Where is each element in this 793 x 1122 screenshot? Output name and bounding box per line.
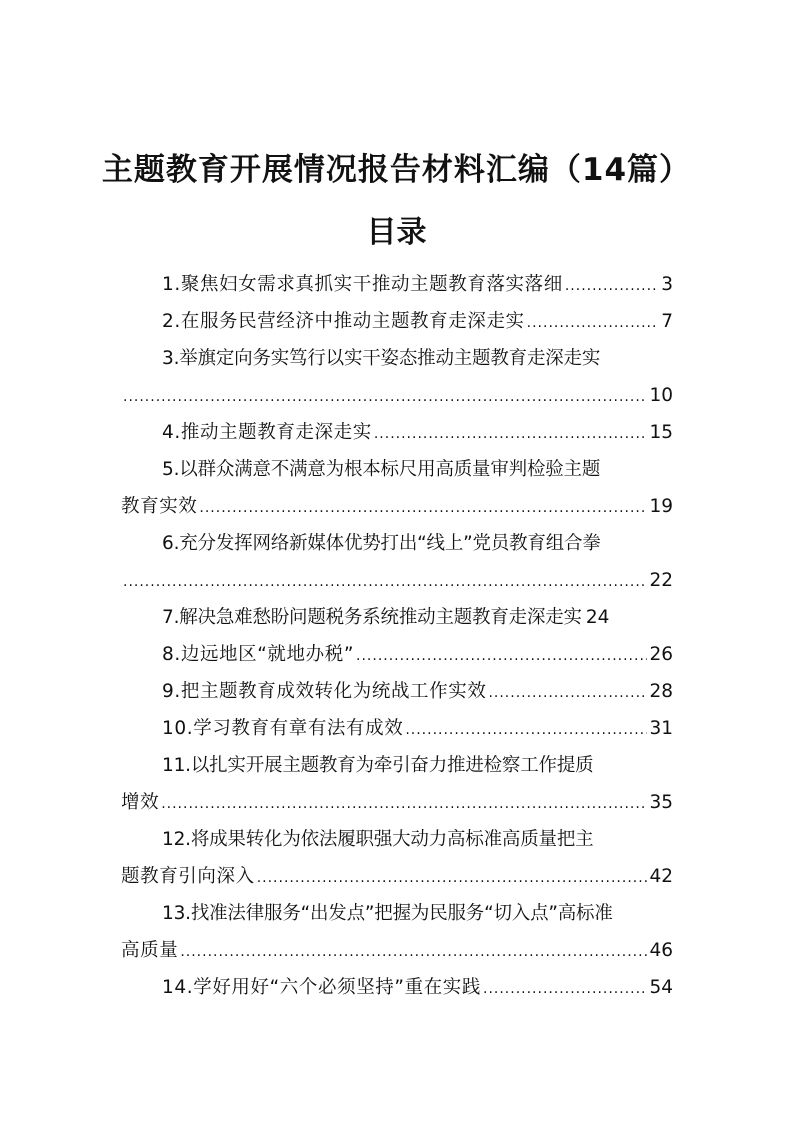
toc-entry-title-line1: 13.找准法律服务“出发点”把握为民服务“切入点”高标准 (162, 903, 613, 924)
toc-entry-title: 8.边远地区“就地办税” (162, 644, 355, 665)
toc-entry-6[interactable] (121, 525, 673, 562)
toc-entry-title: 1.聚焦妇女需求真抓实干推动主题教育落实落细 (162, 274, 563, 295)
toc-entry-2[interactable] (121, 303, 673, 340)
toc-entry-title-line1: 5.以群众满意不满意为根本标尺用高质量审判检验主题 (162, 459, 601, 480)
dot-leader (565, 268, 659, 303)
toc-entry-title: 6.充分发挥网络新媒体优势打出“线上”党员教育组合拳 (162, 533, 601, 554)
dot-leader (356, 638, 647, 673)
toc-entry-5-cont[interactable] (121, 488, 673, 525)
dot-leader (180, 934, 647, 969)
toc-entry-5[interactable] (121, 451, 673, 488)
toc-entry-3[interactable] (121, 340, 673, 377)
toc-entry-title: 4.推动主题教育走深走实 (162, 422, 372, 443)
toc-entry-page: 54 (649, 977, 673, 998)
toc-entry-page: 10 (649, 385, 673, 406)
dot-leader (405, 712, 647, 747)
toc-entry-13-cont[interactable] (121, 932, 673, 969)
toc-entry-title: 14.学好用好“六个必须坚持”重在实践 (162, 977, 481, 998)
toc-entry-page: 28 (649, 681, 673, 702)
toc-entry-8[interactable] (121, 636, 673, 673)
toc-entry-title-line1: 11.以扎实开展主题教育为牵引奋力推进检察工作提质 (162, 755, 594, 776)
toc-entry-14[interactable] (121, 969, 673, 1006)
toc-entry-4[interactable] (121, 414, 673, 451)
dot-leader (161, 786, 647, 821)
toc-entry-7[interactable] (121, 599, 673, 636)
toc-entry-11-cont[interactable] (121, 784, 673, 821)
toc-entry-title-line2: 教育实效 (121, 496, 198, 517)
dot-leader (488, 675, 647, 710)
toc-entry-3-leader[interactable] (121, 377, 673, 414)
toc-entry-6-leader[interactable] (121, 562, 673, 599)
toc-entry-title: 7.解决急难愁盼问题税务系统推动主题教育走深走实 (162, 607, 582, 628)
toc-entry-page: 42 (649, 866, 673, 887)
toc-entry-page: 46 (649, 940, 673, 961)
toc-entry-page: 31 (649, 718, 673, 739)
toc-entry-page: 24 (585, 607, 610, 628)
dot-leader (123, 379, 647, 414)
toc-entry-page: 7 (661, 311, 673, 332)
toc-entry-page: 35 (649, 792, 673, 813)
toc-entry-12[interactable] (121, 821, 673, 858)
toc-entry-title-line2: 增效 (121, 792, 160, 813)
toc-entry-13[interactable] (121, 895, 673, 932)
toc-entry-page: 22 (649, 570, 673, 591)
toc-entry-title-line2: 高质量 (121, 940, 179, 961)
dot-leader (199, 490, 647, 525)
dot-leader (374, 416, 648, 451)
toc-entry-title: 9.把主题教育成效转化为统战工作实效 (162, 681, 487, 702)
toc-entry-12-cont[interactable] (121, 858, 673, 895)
dot-leader (123, 564, 647, 599)
toc-entry-page: 19 (649, 496, 673, 517)
toc-entry-title: 2.在服务民营经济中推动主题教育走深走实 (162, 311, 525, 332)
toc-heading: 目录 (366, 215, 427, 250)
document-title: 主题教育开展情况报告材料汇编（14篇） (101, 152, 692, 188)
toc-entry-title-line1: 12.将成果转化为依法履职强大动力高标准高质量把主 (162, 829, 594, 850)
toc-entry-1[interactable] (121, 266, 673, 303)
toc-entry-title-line2: 题教育引向深入 (121, 866, 255, 887)
toc-entry-11[interactable] (121, 747, 673, 784)
toc-entry-page: 15 (649, 422, 673, 443)
toc-entry-10[interactable] (121, 710, 673, 747)
dot-leader (527, 305, 660, 340)
toc-entry-title: 10.学习教育有章有法有成效 (162, 718, 404, 739)
dot-leader (483, 971, 647, 1006)
toc-entry-9[interactable] (121, 673, 673, 710)
toc-entry-page: 3 (661, 274, 673, 295)
toc-entry-title: 3.举旗定向务实笃行以实干姿态推动主题教育走深走实 (162, 348, 601, 369)
table-of-contents (121, 266, 673, 1006)
dot-leader (257, 860, 648, 895)
toc-entry-page: 26 (649, 644, 673, 665)
